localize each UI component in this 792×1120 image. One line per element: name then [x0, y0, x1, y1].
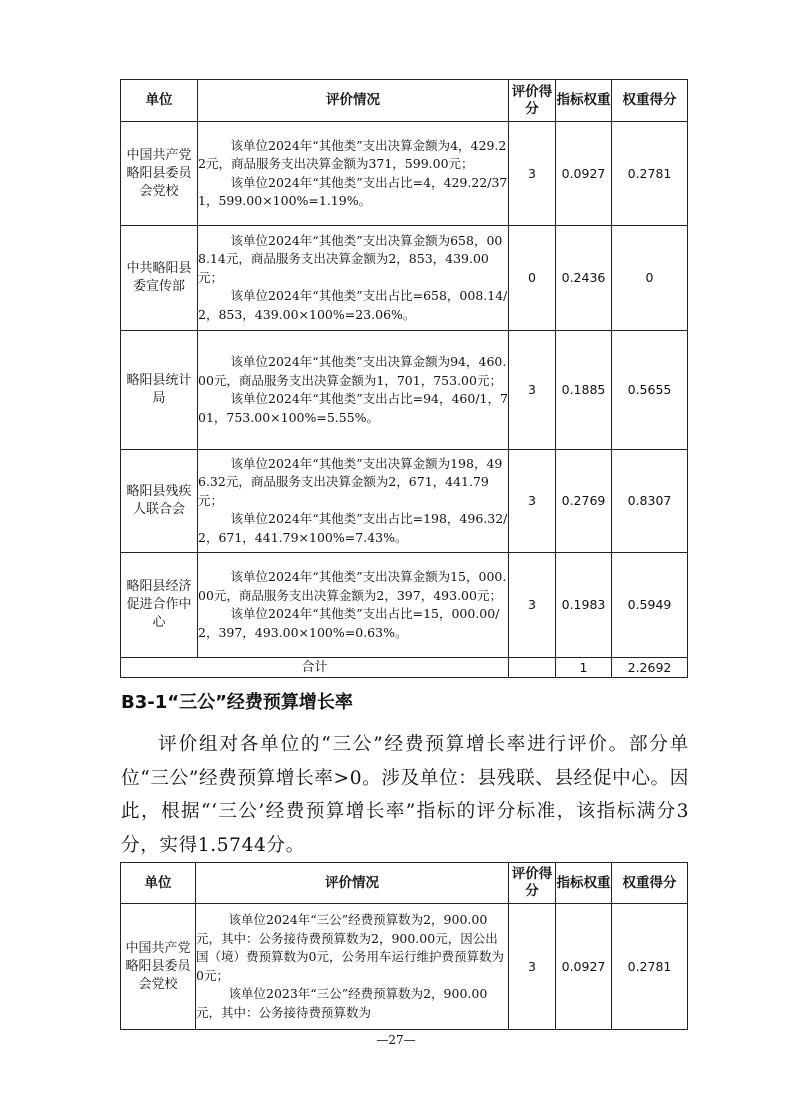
header-score: 评价得分 — [509, 80, 556, 122]
table-row — [121, 226, 688, 331]
evaluation-table-other-expenses — [120, 79, 688, 678]
evaluation-text: 该单位2024年“其他类”支出决算金额为658，008.14元，商品服务支出决算金额为2，853，439.00元； 该单位2024年“其他类”支出占比=658，008.14/2，853，439.00×100%=23.06%。 — [198, 226, 509, 331]
page-number: —27— — [376, 1033, 416, 1047]
evaluation-text: 该单位2024年“其他类”支出决算金额为15，000.00元，商品服务支出决算金额为2，397，493.00元； 该单位2024年“其他类”支出占比=15，000.00/2，397，493.00×100%=0.63%。 — [198, 553, 509, 658]
section-heading: B3-1“三公”经费预算增长率 — [121, 692, 353, 713]
weighted-score-cell: 0.5949 — [612, 553, 688, 658]
table-row — [121, 904, 688, 1030]
unit-name: 中共略阳县委宣传部 — [121, 226, 198, 331]
unit-name: 略阳县统计局 — [121, 331, 198, 450]
weight-cell: 0.1885 — [556, 331, 612, 450]
evaluation-text: 该单位2024年“其他类”支出决算金额为4，429.22元，商品服务支出决算金额为371，599.00元； 该单位2024年“其他类”支出占比=4，429.22/371，599.00×100%=1.19%。 — [198, 122, 509, 226]
table-row — [121, 122, 688, 226]
header-weight: 指标权重 — [556, 80, 612, 122]
unit-name: 中国共产党略阳县委员会党校 — [121, 904, 196, 1030]
table-row — [121, 331, 688, 450]
weight-cell: 0.0927 — [556, 122, 612, 226]
unit-name: 中国共产党略阳县委员会党校 — [121, 122, 198, 226]
weighted-score-cell: 0.5655 — [612, 331, 688, 450]
header-evaluation: 评价情况 — [196, 863, 509, 904]
total-row — [121, 658, 688, 678]
unit-name: 略阳县残疾人联合会 — [121, 450, 198, 553]
header-weight: 指标权重 — [556, 863, 612, 904]
weight-cell: 0.0927 — [556, 904, 612, 1030]
weighted-score-cell: 0 — [612, 226, 688, 331]
header-unit: 单位 — [121, 80, 198, 122]
weight-cell: 0.2769 — [556, 450, 612, 553]
header-weighted-score: 权重得分 — [612, 863, 688, 904]
score-cell: 3 — [509, 553, 556, 658]
header-evaluation: 评价情况 — [198, 80, 509, 122]
score-cell: 3 — [509, 904, 556, 1030]
weight-cell: 0.2436 — [556, 226, 612, 331]
header-weighted-score: 权重得分 — [612, 80, 688, 122]
table-row — [121, 450, 688, 553]
total-weight-cell: 1 — [556, 658, 612, 678]
header-score: 评价得分 — [509, 863, 556, 904]
weighted-score-cell: 0.2781 — [612, 904, 688, 1030]
table-row — [121, 553, 688, 658]
header-unit: 单位 — [121, 863, 196, 904]
score-cell: 3 — [509, 122, 556, 226]
score-cell: 0 — [509, 226, 556, 331]
total-label: 合计 — [121, 658, 509, 678]
weighted-score-cell: 0.2781 — [612, 122, 688, 226]
score-cell: 3 — [509, 331, 556, 450]
evaluation-table-three-public-expenses — [120, 862, 688, 1030]
evaluation-text: 该单位2024年“其他类”支出决算金额为198，496.32元，商品服务支出决算金额为2，671，441.79元； 该单位2024年“其他类”支出占比=198，496.32/2，671，441.79×100%=7.43%。 — [198, 450, 509, 553]
total-score-cell — [509, 658, 556, 678]
evaluation-text: 该单位2024年“其他类”支出决算金额为94，460.00元，商品服务支出决算金额为1，701，753.00元； 该单位2024年“其他类”支出占比=94，460/1，701，753.00×100%=5.55%。 — [198, 331, 509, 450]
score-cell: 3 — [509, 450, 556, 553]
body-paragraph: 评价组对各单位的“三公”经费预算增长率进行评价。部分单位“三公”经费预算增长率>0。涉及单位：县残联、县经促中心。因此，根据“‘三公’经费预算增长率”指标的评分标准，该指标满分3分，实得1.5744分。 — [121, 734, 689, 856]
weighted-score-cell: 0.8307 — [612, 450, 688, 553]
evaluation-text: 该单位2024年“三公”经费预算数为2，900.00元，其中：公务接待费预算数为2，900.00元，因公出国（境）费预算数为0元，公务用车运行维护费预算数为0元； 该单位2023年“三公”经费预算数为2，900.00元，其中：公务接待费预算数为 — [196, 904, 509, 1030]
total-weighted-score-cell: 2.2692 — [612, 658, 688, 678]
unit-name: 略阳县经济促进合作中心 — [121, 553, 198, 658]
weight-cell: 0.1983 — [556, 553, 612, 658]
